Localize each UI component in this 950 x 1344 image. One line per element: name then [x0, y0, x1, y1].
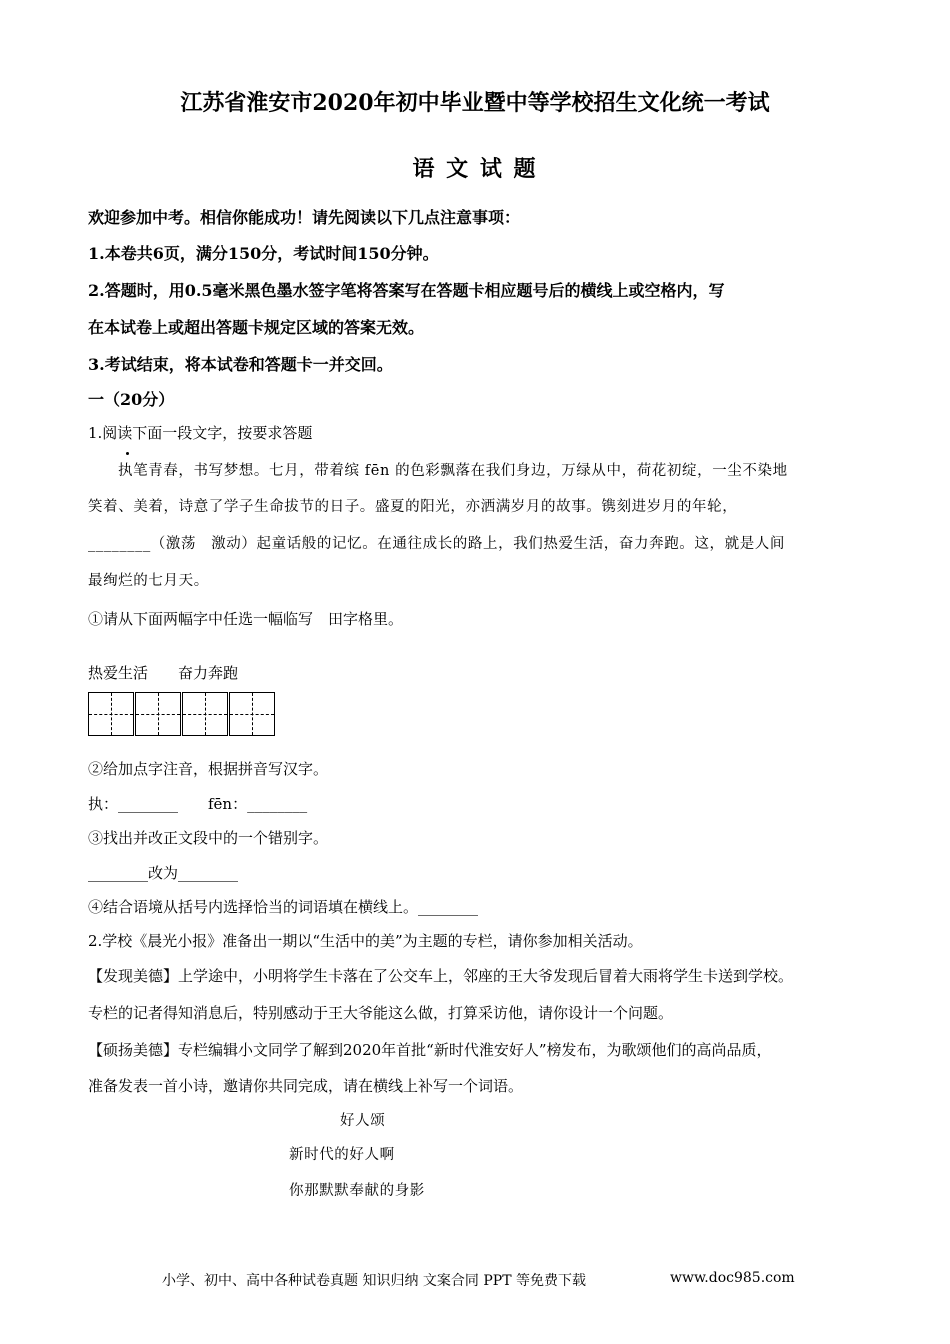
sub-question-3-answer: ________改为________ — [88, 864, 239, 882]
footer-site-link[interactable]: www.doc985.com — [670, 1270, 795, 1286]
sub-question-4: ④结合语境从括号内选择恰当的词语填在横线上。________ — [88, 898, 479, 916]
copy-words: 热爱生活 奋力奔跑 — [88, 664, 239, 682]
notice-item-1: 1.本卷共6页，满分150分，考试时间150分钟。 — [88, 244, 439, 263]
q1-prompt: 1.阅读下面一段文字，按要求答题 — [88, 424, 313, 442]
sub-question-3: ③找出并改正文段中的一个错别字。 — [88, 829, 329, 847]
poem-line-2: 你那默默奉献的身影 — [289, 1183, 425, 1199]
grid-cell[interactable] — [229, 692, 275, 736]
q2-prompt: 2.学校《晨光小报》准备出一期以“生活中的美”为主题的专栏，请你参加相关活动。 — [88, 932, 643, 950]
grid-cell[interactable] — [88, 692, 134, 736]
passage-line-1: 执笔青春，书写梦想。七月，带着缤 fēn 的色彩飘落在我们身边，万绿从中，荷花初绽，一尘不染地 — [118, 463, 788, 479]
section-heading: 一（20分） — [88, 390, 175, 409]
tianzige-grid — [88, 692, 276, 736]
exam-title: 江苏省淮安市2020年初中毕业暨中等学校招生文化统一考试 — [180, 90, 770, 116]
task-2-line-2: 准备发表一首小诗，邀请你共同完成，请在横线上补写一个词语。 — [88, 1077, 524, 1095]
subject-title: 语 文 试 题 — [412, 156, 538, 182]
grid-cell[interactable] — [135, 692, 181, 736]
emphasis-dot — [126, 452, 129, 455]
notice-item-2-line-1: 2.答题时，用0.5毫米黑色墨水签字笔将答案写在答题卡相应题号后的横线上或空格内，写 — [88, 281, 725, 300]
notice-item-2-line-2: 在本试卷上或超出答题卡规定区域的答案无效。 — [88, 318, 425, 337]
poem-line-1: 新时代的好人啊 — [289, 1147, 395, 1163]
passage-line-3: ________（激荡 激动）起童话般的记忆。在通往成长的路上，我们热爱生活，奋力奔跑。这，就是人间 — [88, 536, 785, 552]
sub-question-1: ①请从下面两幅字中任选一幅临写 田字格里。 — [88, 610, 404, 628]
grid-cell[interactable] — [182, 692, 228, 736]
task-1-line-2: 专栏的记者得知消息后，特别感动于王大爷能这么做，打算采访他，请你设计一个问题。 — [88, 1004, 674, 1022]
sub-question-2: ②给加点字注音，根据拼音写汉字。 — [88, 760, 329, 778]
poem-title: 好人颂 — [340, 1113, 386, 1129]
footer-text: 小学、初中、高中各种试卷真题 知识归纳 文案合同 PPT 等免费下载 — [162, 1273, 586, 1289]
passage-line-2: 笑着、美着，诗意了学子生命拔节的日子。盛夏的阳光，亦洒满岁月的故事。镌刻进岁月的年轮， — [88, 499, 738, 515]
task-1-line-1: 【发现美德】上学途中，小明将学生卡落在了公交车上，邻座的王大爷发现后冒着大雨将学生卡送到学校。 — [88, 967, 794, 985]
passage-line-4: 最绚烂的七月天。 — [88, 573, 209, 589]
sub-question-2-answer: 执：________ fēn：________ — [88, 795, 308, 813]
notice-item-3: 3.考试结束，将本试卷和答题卡一并交回。 — [88, 355, 393, 374]
task-2-line-1: 【硕扬美德】专栏编辑小文同学了解到2020年首批“新时代淮安好人”榜发布，为歌颂他们的高尚品质， — [88, 1041, 772, 1059]
notice-intro: 欢迎参加中考。相信你能成功！请先阅读以下几点注意事项： — [88, 208, 521, 227]
